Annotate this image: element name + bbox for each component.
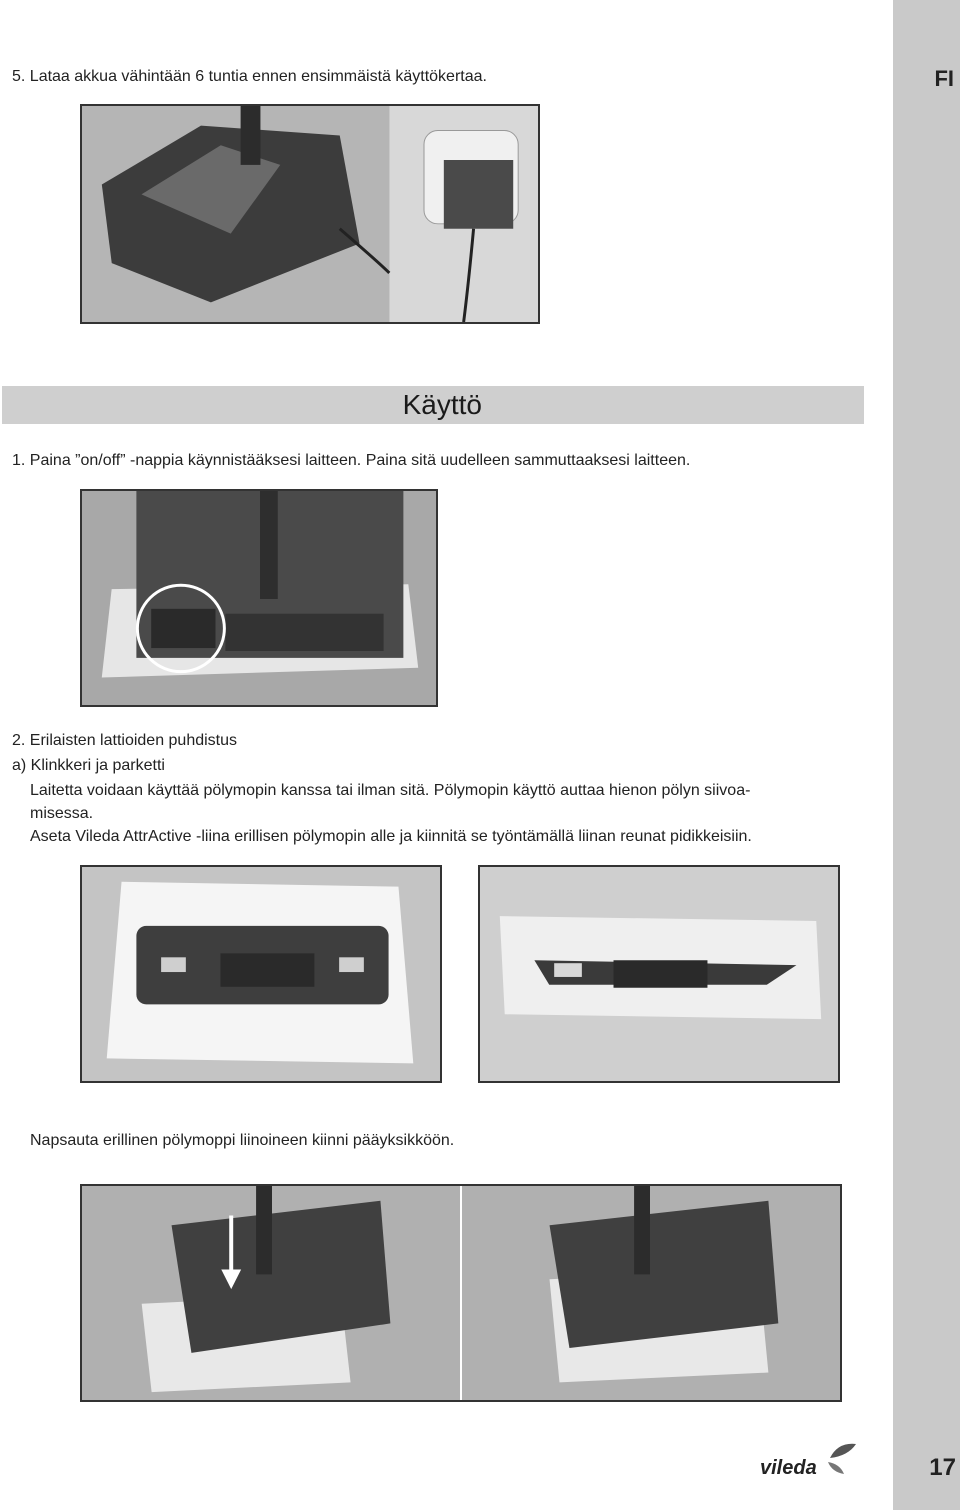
step-5-text: 5. Lataa akkua vähintään 6 tuntia ennen ensimmäistä käyttökertaa. <box>12 68 487 85</box>
vileda-logo <box>758 1440 858 1480</box>
brand-wordmark: vileda <box>760 1457 817 1479</box>
page-number: 17 <box>929 1454 956 1481</box>
language-code: FI <box>934 66 954 91</box>
step-2-heading: 2. Erilaisten lattioiden puhdistus <box>12 732 238 749</box>
photo-attach-mop-to-sweeper <box>80 1184 842 1402</box>
section-header-bar <box>2 386 864 424</box>
photo-cloth-attached-to-mop <box>478 865 840 1083</box>
step-1-text: 1. Paina ”on/off” -nappia käynnistääksesi laitteen. Paina sitä uudelleen sammuttaaksesi laitteen. <box>12 452 691 469</box>
side-strip <box>893 0 960 1510</box>
step-2a-heading: a) Klinkkeri ja parketti <box>12 757 165 774</box>
photo-on-off-button <box>80 489 438 707</box>
photo-dust-mop-on-cloth <box>80 865 442 1083</box>
paragraph-2: Aseta Vileda AttrActive -liina erillisen pölymopin alle ja kiinnitä se työntämällä liinan reunat pidikkeisiin. <box>30 828 752 845</box>
photo-charging-sweeper <box>80 104 540 324</box>
section-title: Käyttö <box>402 389 482 420</box>
paragraph-3: Napsauta erillinen pölymoppi liinoineen kiinni pääyksikköön. <box>30 1132 455 1149</box>
paragraph-1-line-2: misessa. <box>30 805 94 822</box>
paragraph-1-line-1: Laitetta voidaan käyttää pölymopin kanssa tai ilman sitä. Pölymopin käyttö auttaa hienon pölyn siivoa- <box>30 782 751 799</box>
